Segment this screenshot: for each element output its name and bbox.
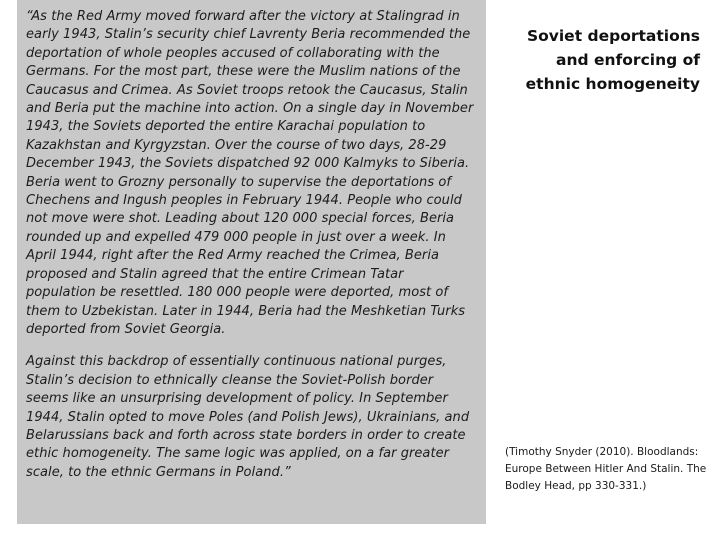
quote-paragraph-1: “As the Red Army moved forward after the victory at Stalingrad in early 1943, Stalin’s security chief Lavrenty Beria recommended the deportation of whole peoples accused of collaborating with the Germans. For the most part, these were the Muslim nations of the Caucasus and Crimea. As Soviet troops retook the Caucasus, Stalin and Beria put the machine into action. On a single day in November 1943, the Soviets deported the entire Karachai population to Kazakhstan and Kyrgyzstan. Over the course of two days, 28-29 December 1943, the Soviets dispatched 92 000 Kalmyks to Siberia. Beria went to Grozny personally to supervise the deportations of Chechens and Ingush peoples in February 1944. People who could not move were shot. Leading about 120 000 special forces, Beria rounded up and expelled 479 000 people in just over a week. In April 1944, right after the Red Army reached the Crimea, Beria proposed and Stalin agreed that the entire Crimean Tatar population be resettled. 180 000 people were deported, most of them to Uzbekistan. Later in 1944, Beria had the Meshketian Turks deported from Soviet Georgia. (26, 9, 474, 337)
citation: (Timothy Snyder (2010). Bloodlands: Europe Between Hitler And Stalin. The Bodley Head, pp 330-331.) (505, 446, 707, 492)
quote-panel (17, 0, 486, 524)
slide-title: Soviet deportations and enforcing of ethnic homogeneity (525, 27, 700, 93)
quote-paragraph-2: Against this backdrop of essentially continuous national purges, Stalin’s decision to ethnically cleanse the Soviet-Polish border seems like an unsurprising development of policy. In September 1944, Stalin opted to move Poles (and Polish Jews), Ukrainians, and Belarussians back and forth across state borders in order to create ethic homogeneity. The same logic was applied, on a far greater scale, to the ethnic Germans in Poland.” (26, 354, 470, 480)
